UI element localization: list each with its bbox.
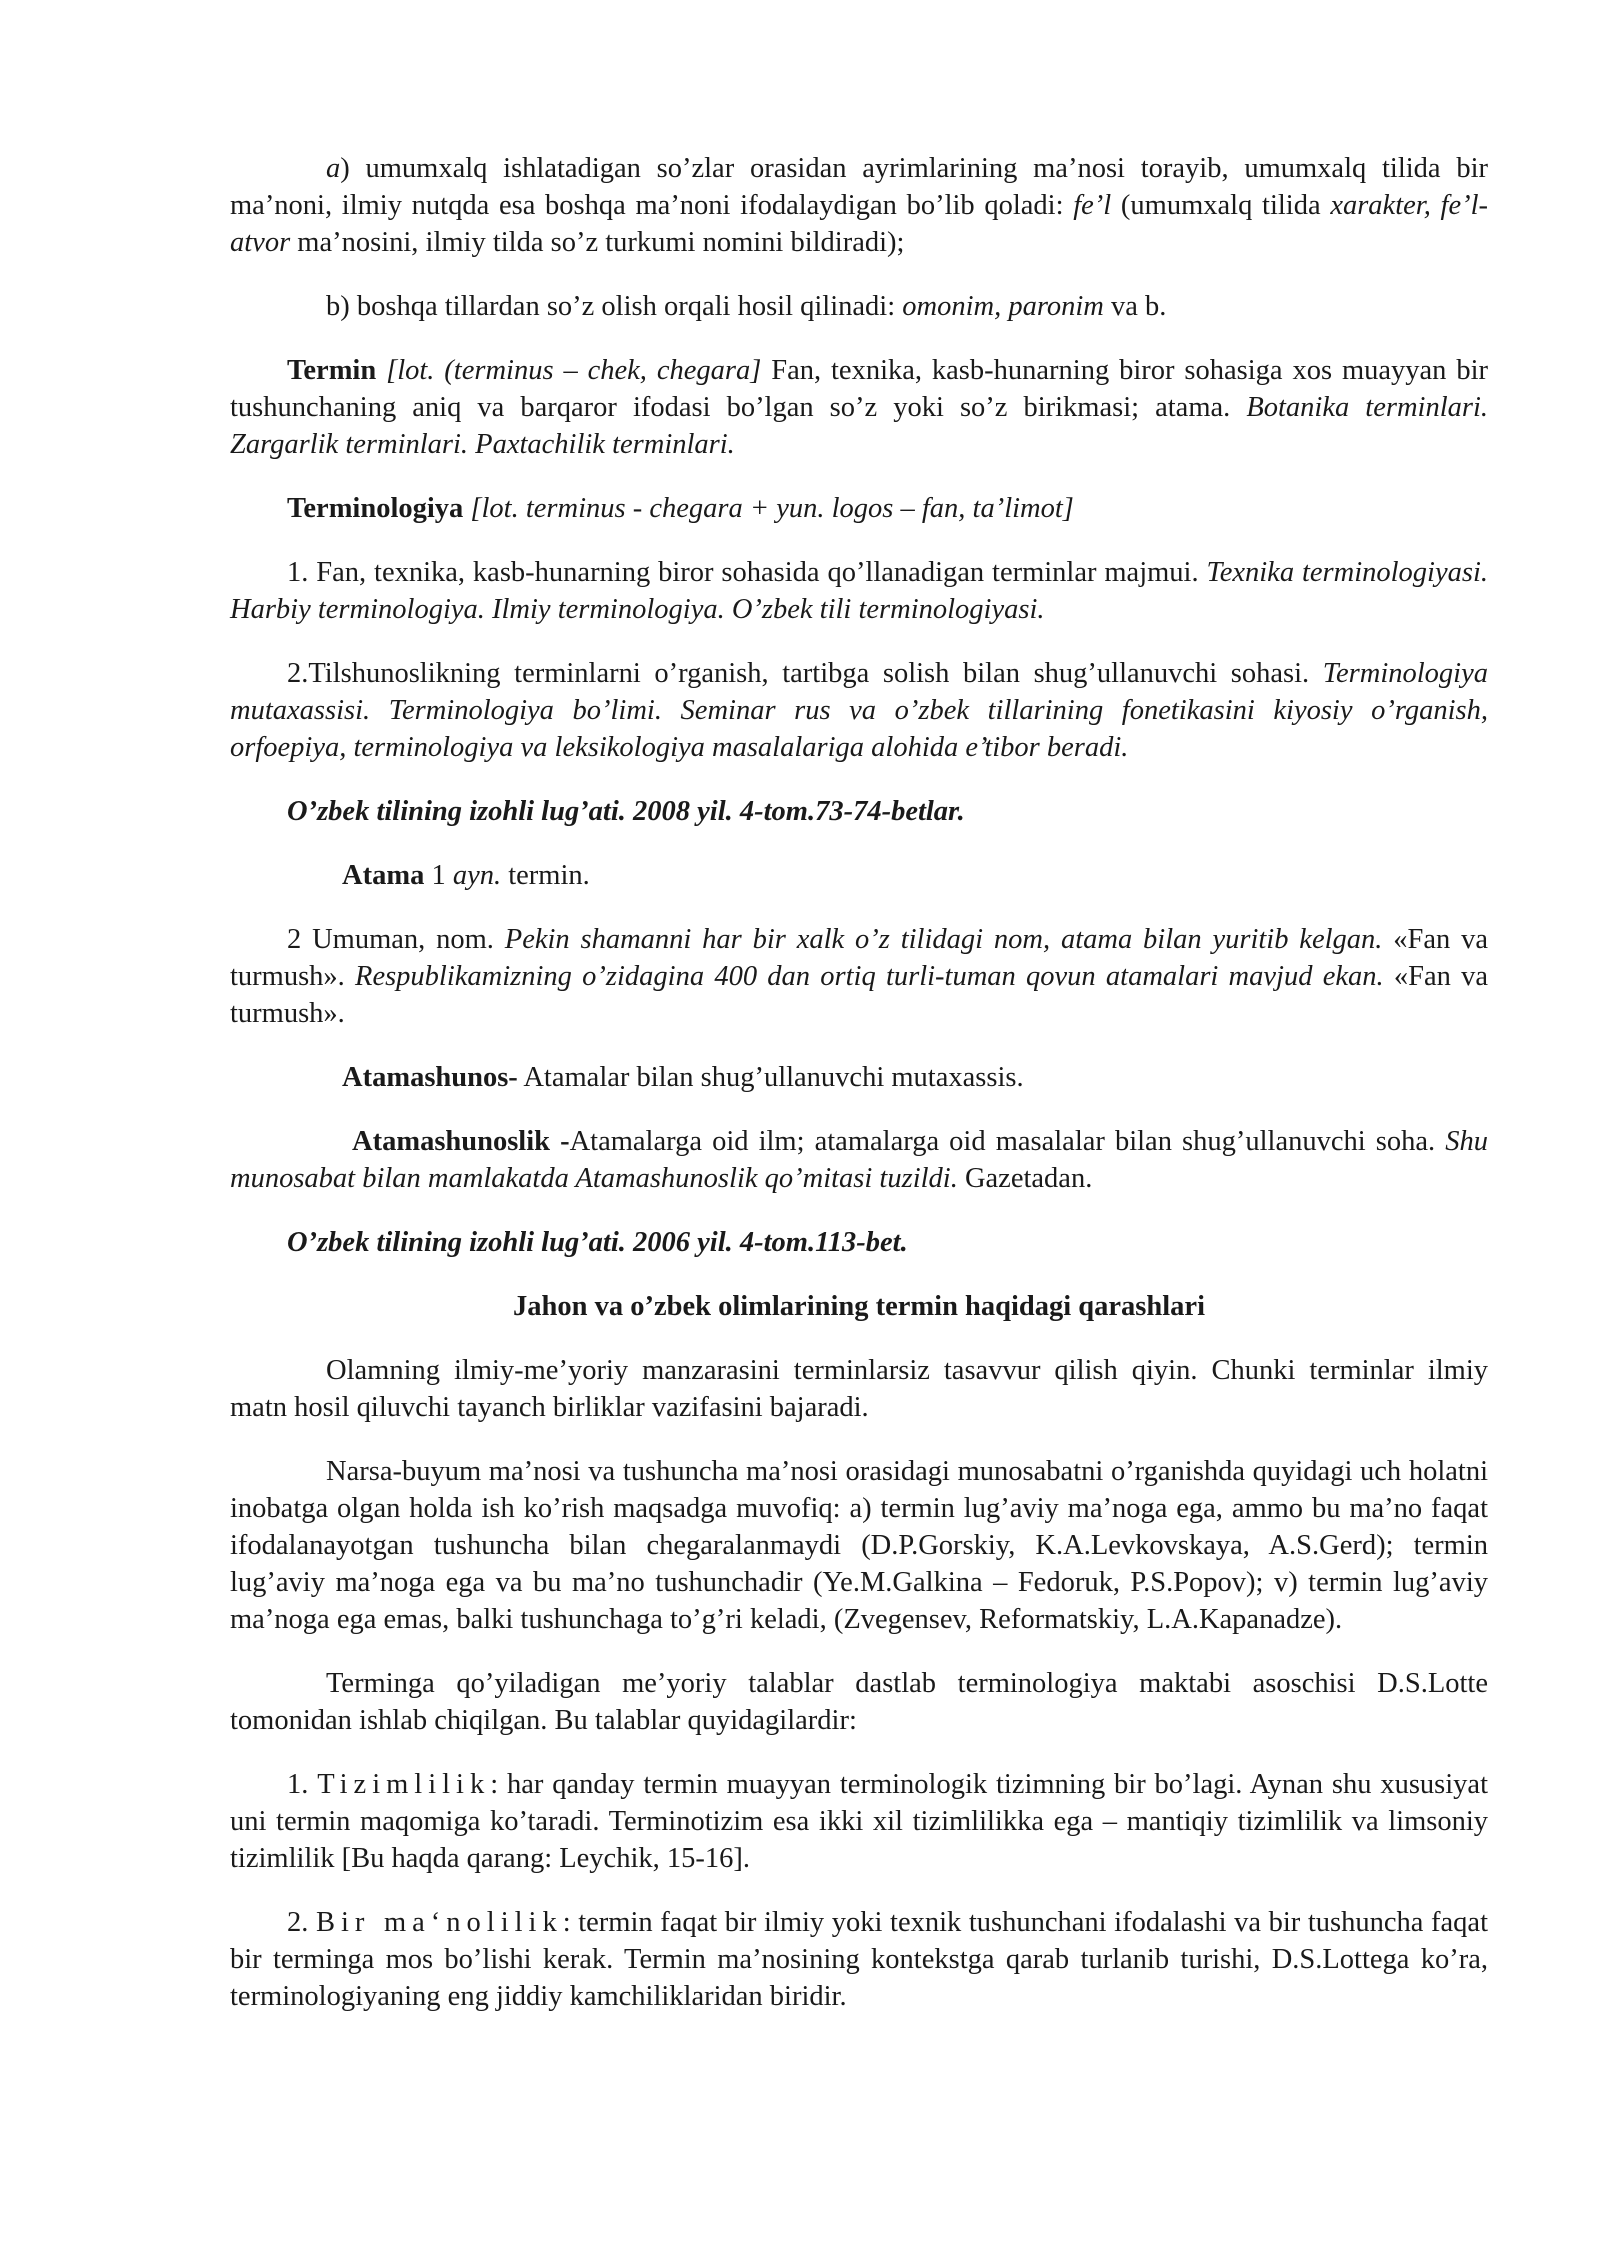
- etymology: [lot. (terminus – chek, chegara]: [376, 355, 772, 386]
- definition: 2.Tilshunoslikning terminlarni o’rganish, tartibga solish bilan shug’ullanuvchi sohasi.: [287, 658, 1323, 689]
- examples: Botanika terminlari. Zargarlik terminlari. Paxtachilik terminlari.: [230, 392, 1488, 460]
- definition-1: [230, 554, 1488, 628]
- headword: Termin: [287, 355, 377, 386]
- paragraph-a: [230, 150, 1488, 261]
- definition-atama-2: [230, 921, 1488, 1032]
- headword: Terminologiya: [287, 493, 464, 524]
- definition: 2 Umuman, nom.: [287, 924, 505, 955]
- text: Olamning ilmiy-me’yoriy manzarasini terminlarsiz tasavvur qilish qiyin. Chunki terminlar ilmiy matn hosil qiluvchi tayanch birliklar vazifasini bajaradi.: [230, 1355, 1488, 1423]
- text: Narsa-buyum ma’nosi va tushuncha ma’nosi orasidagi munosabatni o’rganishda quyidagi uch holatni inobatga olgan holda ish ko’rish maqsadga muvofiq: a) termin lug’aviy ma’noga ega, ammo bu ma’no faqat ifodalanayotgan tushuncha bilan chegaralanmaydi (D.P.Gorskiy, K.A.Levkovskaya, A.S.Gerd); termin lug’aviy ma’noga ega va bu ma’no tushunchadir (Ye.M.Galkina – Fedoruk, P.S.Popov); v) termin lug’aviy ma’noga ega emas, balki tushunchaga to’g’ri keladi, (Zvegensev, Reformatskiy, L.A.Kapanadze).: [230, 1456, 1488, 1635]
- headword: Atama: [342, 860, 425, 891]
- text: : termin faqat bir ilmiy yoki texnik tushunchani ifodalashi va bir tushuncha faqat bir terminga mos bo’lishi kerak. Termin ma’nosining kontekstga qarab turlanib turishi, D.S.Lottega ko’ra, terminologiyaning eng jiddiy kamchiliklaridan biridir.: [230, 1907, 1488, 2012]
- source: «Fan va turmush».: [230, 961, 1488, 1029]
- paragraph-terminga: [230, 1665, 1488, 1739]
- text: 1: [424, 860, 453, 891]
- definition: Fan, texnika, kasb-hunarning biror sohasiga xos muayyan bir tushunchaning aniq va barqaror ifodasi bo’lgan so’z yoki so’z birikmasi; atama.: [230, 355, 1488, 423]
- heading-text: Jahon va o’zbek olimlarining termin haqidagi qarashlari: [513, 1291, 1205, 1322]
- examples: Shu munosabat bilan mamlakatda Atamashunoslik qo’mitasi tuzildi.: [230, 1126, 1488, 1194]
- spaced-term: Bir ma‘nolilik: [315, 1907, 563, 1938]
- source: «Fan va turmush».: [230, 924, 1488, 992]
- italic-text: omonim, paronim: [902, 291, 1104, 322]
- citation-text: O’zbek tilining izohli lug’ati. 2008 yil. 4-tom.73-74-betlar.: [287, 796, 965, 827]
- list-number: 1.: [287, 1769, 318, 1800]
- text: b) boshqa tillardan so’z olish orqali hosil qilinadi:: [326, 291, 903, 322]
- source-citation-1: [230, 793, 1488, 830]
- paragraph-olamning: [230, 1352, 1488, 1426]
- citation-text: O’zbek tilining izohli lug’ati. 2006 yil. 4-tom.113-bet.: [287, 1227, 908, 1258]
- entry-terminologiya: [230, 490, 1488, 527]
- entry-atama: [230, 857, 1488, 894]
- entry-termin: [230, 352, 1488, 463]
- requirement-2: [230, 1904, 1488, 2015]
- entry-atamashunoslik: [230, 1123, 1488, 1197]
- section-heading: [230, 1288, 1488, 1325]
- abbreviation: ayn.: [452, 860, 502, 891]
- source-citation-2: [230, 1224, 1488, 1261]
- definition: Atamalarga oid ilm; atamalarga oid masalalar bilan shug’ullanuvchi soha.: [569, 1126, 1446, 1157]
- text: termin.: [501, 860, 590, 891]
- definition-2: [230, 655, 1488, 766]
- definition: 1. Fan, texnika, kasb-hunarning biror sohasida qo’llanadigan terminlar majmui.: [287, 557, 1207, 588]
- text: Terminga qo’yiladigan me’yoriy talablar dastlab terminologiya maktabi asoschisi D.S.Lotte tomonidan ishlab chiqilgan. Bu talablar quyidagilardir:: [230, 1668, 1488, 1736]
- entry-atamashunos: [230, 1059, 1488, 1096]
- examples: Pekin shamanni har bir xalk o’z tilidagi nom, atama bilan yuritib kelgan.: [504, 924, 1383, 955]
- spaced-term: Tizimlilik: [317, 1769, 491, 1800]
- text: va b.: [1103, 291, 1167, 322]
- text: (umumxalq tilida: [1111, 190, 1331, 221]
- text: ) umumxalq ishlatadigan so’zlar orasidan ayrimlarining ma’nosi torayib, umumxalq tilida bir ma’noni, ilmiy nutqda esa boshqa ma’noni ifodalaydigan bo’lib qoladi:: [230, 153, 1488, 221]
- paragraph-narsa-buyum: [230, 1453, 1488, 1638]
- text: : har qanday termin muayyan terminologik tizimning bir bo’lagi. Aynan shu xususiyat uni termin maqomiga ko’taradi. Terminotizim esa ikki xil tizimlilikka ega – mantiqiy tizimlilik va limsoniy tizimlilik [Bu haqda qarang: Leychik, 15-16].: [230, 1769, 1488, 1874]
- examples: Terminologiya mutaxassisi. Terminologiya bo’limi. Seminar rus va o’zbek tillarining fonetikasini kiyosiy o’rganish, orfoepiya, terminologiya va leksikologiya masalalariga alohida e’tibor beradi.: [230, 658, 1488, 763]
- examples: Respublikamizning o’zidagina 400 dan ortiq turli-tuman qovun atamalari mavjud ekan.: [355, 961, 1384, 992]
- italic-text: fe’l: [1073, 190, 1112, 221]
- list-number: 2.: [287, 1907, 316, 1938]
- text: ma’nosini, ilmiy tilda so’z turkumi nomini bildiradi);: [290, 227, 905, 258]
- etymology: [lot. terminus - chegara + yun. logos – fan, ta’limot]: [463, 493, 1074, 524]
- source: Gazetadan.: [957, 1163, 1093, 1194]
- document-page: [230, 150, 1488, 2042]
- requirement-1: [230, 1766, 1488, 1877]
- definition: Atamalar bilan shug’ullanuvchi mutaxassis.: [517, 1062, 1024, 1093]
- italic-text: xarakter, fe’l-atvor: [230, 190, 1489, 258]
- paragraph-b: [230, 288, 1488, 325]
- examples: Texnika terminologiyasi. Harbiy terminologiya. Ilmiy terminologiya. O’zbek tili terminologiyasi.: [230, 557, 1488, 625]
- headword: Atamashunos-: [342, 1062, 518, 1093]
- list-marker: a: [326, 153, 341, 184]
- headword: Atamashunoslik -: [352, 1126, 570, 1157]
